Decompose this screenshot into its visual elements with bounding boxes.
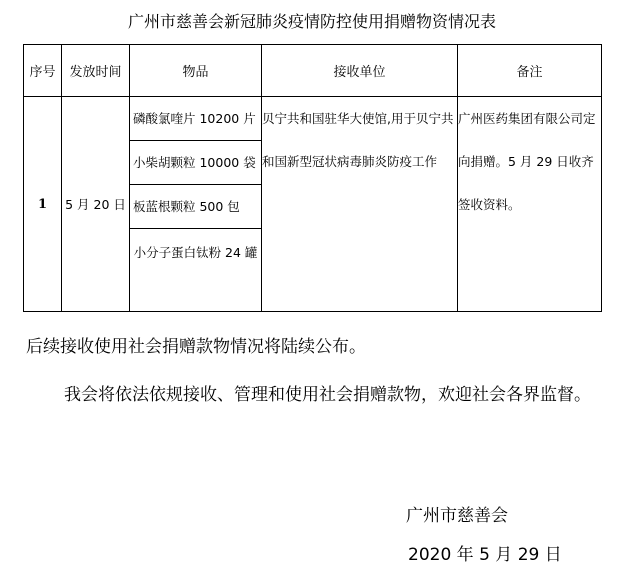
paragraph-followup: 后续接收使用社会捐赠款物情况将陆续公布。 [26,337,366,357]
row-notes: 广州医药集团有限公司定向捐赠。5 月 29 日收齐签收资料。 [458,97,602,312]
header-items: 物品 [130,45,262,97]
header-recipient: 接收单位 [262,45,458,97]
signature-org: 广州市慈善会 [406,506,508,526]
donation-table [23,44,602,312]
header-notes: 备注 [458,45,602,97]
signature-date: 2020 年 5 月 29 日 [408,545,562,565]
item-chloroquine: 磷酸氯喹片 10200 片 [130,97,261,141]
header-no: 序号 [24,45,62,97]
item-xiaochaihu: 小柴胡颗粒 10000 袋 [130,141,261,185]
row-date: 5 月 20 日 [62,97,130,312]
row-recipient: 贝宁共和国驻华大使馆,用于贝宁共和国新型冠状病毒肺炎防疫工作 [262,97,458,312]
table-row [24,97,602,312]
row-number: 1 [24,97,62,312]
document-title: 广州市慈善会新冠肺炎疫情防控使用捐赠物资情况表 [127,12,496,31]
row-items [130,97,262,312]
item-banlangen: 板蓝根颗粒 500 包 [130,185,261,229]
paragraph-supervision: 我会将依法依规接收、管理和使用社会捐赠款物，欢迎社会各界监督。 [64,385,591,405]
header-date: 发放时间 [62,45,130,97]
table-header-row [24,45,602,97]
item-peptide-powder: 小分子蛋白钛粉 24 罐 [133,245,258,260]
